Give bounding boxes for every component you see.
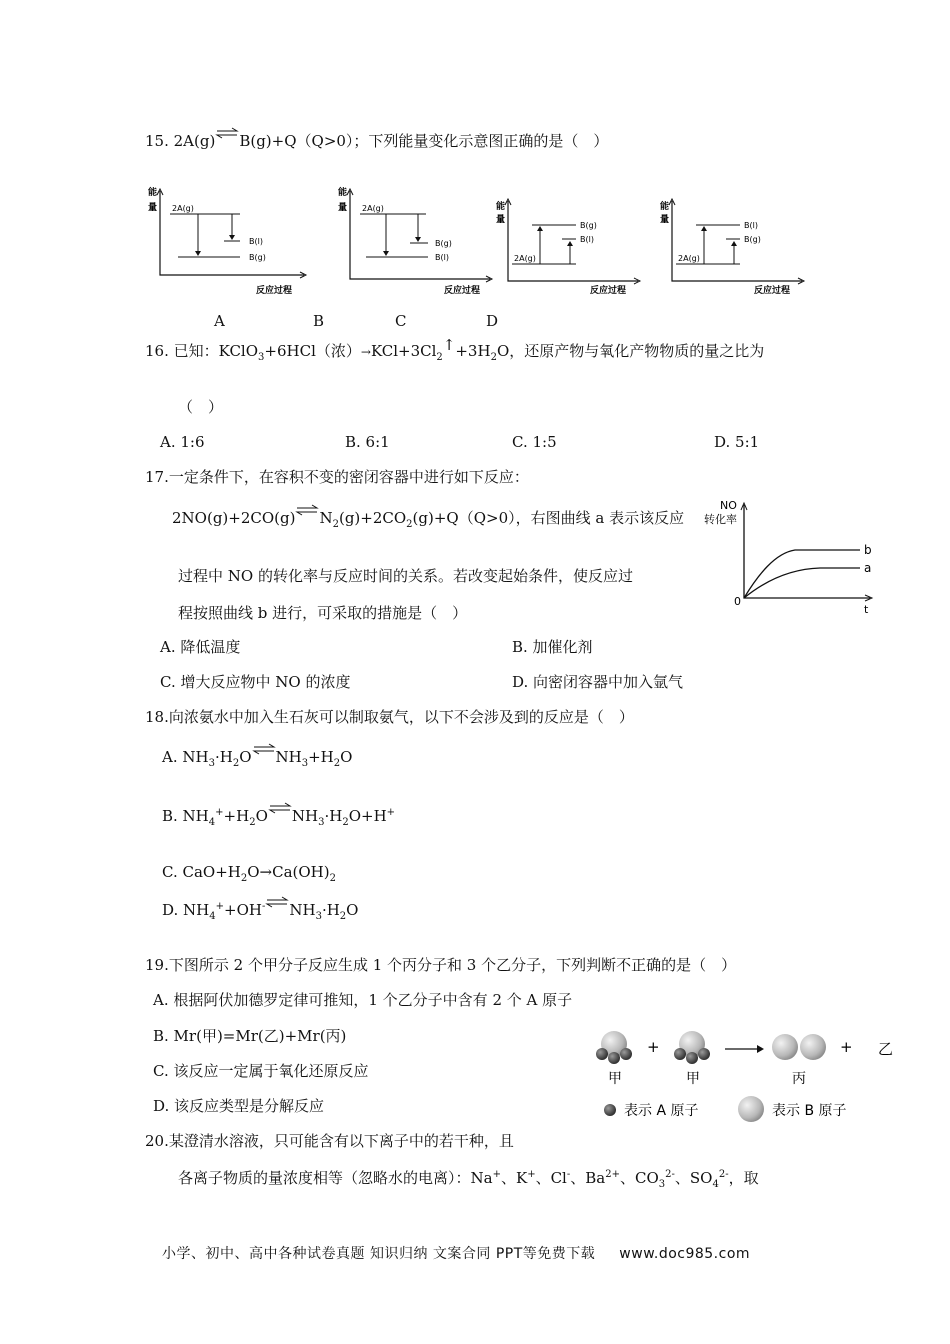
svg-text:甲: 甲	[686, 1071, 700, 1087]
q17-option-a: A. 降低温度	[160, 638, 241, 656]
svg-text:反应过程: 反应过程	[256, 286, 293, 296]
q17-option-d: D. 向密闭容器中加入氩气	[512, 673, 684, 691]
svg-text:反应过程: 反应过程	[444, 286, 481, 296]
reversible-arrow-icon	[252, 751, 276, 765]
svg-text:能: 能	[148, 188, 158, 198]
q17-conversion-graph	[700, 495, 880, 620]
q15-energy-diagrams	[144, 183, 824, 298]
atom-a-legend-icon	[604, 1104, 616, 1116]
gas-up-arrow-icon: ↑	[442, 336, 456, 354]
diagram-b	[338, 186, 492, 296]
svg-text:2A(g): 2A(g)	[172, 204, 194, 213]
reversible-arrow-icon	[268, 810, 292, 824]
q16-stem: 16. 已知：KClO$_3$+6HCl（浓）$\to KCl+3Cl_2↑+3H_2O$，还原产物与氧化产物物质的量之比为	[145, 336, 765, 363]
svg-text:+: +	[647, 1038, 660, 1056]
svg-text:乙: 乙	[878, 1040, 894, 1058]
q19-molecule-figure	[592, 1028, 902, 1123]
molecule-jia-1	[596, 1031, 632, 1064]
reversible-arrow-icon	[265, 904, 289, 918]
svg-text:能: 能	[338, 188, 348, 198]
svg-text:量: 量	[148, 203, 158, 213]
atom-b-legend-icon	[738, 1096, 764, 1122]
svg-text:2A(g): 2A(g)	[362, 204, 384, 213]
diagram-c	[496, 199, 640, 296]
q20-line1: 20.某澄清水溶液，只可能含有以下离子中的若干种，且	[145, 1132, 514, 1150]
q18-option-c: C. $CaO+H_2O\to Ca(OH)_2$	[162, 863, 336, 884]
svg-text:B(l): B(l)	[744, 221, 758, 230]
svg-text:转化率: 转化率	[704, 513, 737, 526]
q16-option-c: C. 1:5	[512, 433, 557, 451]
footer-text: 小学、初中、高中各种试卷真题 知识归纳 文案合同 PPT等免费下载	[162, 1246, 596, 1262]
svg-text:量: 量	[496, 215, 506, 225]
svg-text:b: b	[864, 543, 872, 557]
q19-option-a: A. 根据阿伏加德罗定律可推知，1 个乙分子中含有 2 个 A 原子	[153, 991, 573, 1009]
footer-link[interactable]: www.doc985.com	[619, 1246, 751, 1262]
svg-text:能: 能	[660, 202, 670, 212]
q17-equation: 2NO(g)+2CO(g) $N_2(g)+2CO_2(g)+Q(Q>0)$，右图曲线 a 表示该反应	[172, 508, 684, 528]
q20-line2: 各离子物质的量浓度相等（忽略水的电离）：Na+、K+、Cl-、$Ba^{2+}$、$CO_3^{2-}$、$SO_4^{2-}$，取	[178, 1169, 759, 1190]
reversible-arrow-icon	[295, 512, 319, 526]
q15-stem: 15. 2A(g) B(g)+Q（Q>0）；下列能量变化示意图正确的是（ ）	[145, 131, 608, 151]
curve-b-line	[744, 550, 860, 598]
svg-text:反应过程: 反应过程	[754, 286, 791, 296]
q16-option-d: D. 5:1	[714, 433, 760, 451]
svg-text:B(g): B(g)	[435, 239, 452, 248]
q19-stem: 19.下图所示 2 个甲分子反应生成 1 个丙分子和 3 个乙分子，下列判断不正确的是（ ）	[145, 956, 737, 974]
reversible-arrow-icon	[215, 135, 239, 149]
arrow-right-icon: →	[360, 345, 371, 359]
svg-text:表示 A 原子: 表示 A 原子	[624, 1103, 699, 1119]
q15-option-c: C	[395, 312, 407, 330]
svg-text:B(l): B(l)	[435, 253, 449, 262]
svg-text:B(l): B(l)	[580, 235, 594, 244]
q17-option-c: C. 增大反应物中 NO 的浓度	[160, 673, 351, 691]
q18-option-a: A. $NH_3\cdot H_2O$ $NH_3+H_2O$	[162, 747, 352, 767]
q18-option-b: B. $NH_4^++H_2O$ $NH_3\cdot H_2O+H^+$	[162, 806, 395, 826]
page-footer	[162, 1243, 750, 1263]
svg-text:B(l): B(l)	[249, 237, 263, 246]
svg-text:B(g): B(g)	[580, 221, 597, 230]
svg-text:量: 量	[660, 215, 670, 225]
q19-option-d: D. 该反应类型是分解反应	[153, 1097, 325, 1115]
molecule-jia-2	[674, 1031, 710, 1064]
svg-text:反应过程: 反应过程	[590, 286, 627, 296]
svg-text:丙: 丙	[792, 1071, 806, 1087]
q15-option-b: B	[313, 312, 325, 330]
molecule-bing	[772, 1034, 826, 1060]
q17-stem: 17.一定条件下，在容积不变的密闭容器中进行如下反应：	[145, 468, 529, 486]
svg-text:0: 0	[734, 595, 741, 608]
svg-text:t: t	[864, 603, 869, 616]
q15-option-d: D	[486, 312, 499, 330]
arrow-right-icon	[757, 1045, 764, 1053]
q16-option-a: A. 1:6	[160, 433, 205, 451]
q18-option-d: D. $NH_4^++OH^-$ $NH_3\cdot H_2O$	[162, 900, 358, 920]
q17-line3: 过程中 NO 的转化率与反应时间的关系。若改变起始条件，使反应过	[178, 567, 633, 585]
svg-text:NO: NO	[720, 499, 737, 512]
svg-text:+: +	[840, 1038, 853, 1056]
q19-option-c: C. 该反应一定属于氧化还原反应	[153, 1062, 369, 1080]
svg-text:甲: 甲	[608, 1071, 622, 1087]
q17-line4: 程按照曲线 b 进行，可采取的措施是（ ）	[178, 604, 468, 622]
svg-text:量: 量	[338, 203, 348, 213]
diagram-d	[660, 199, 804, 296]
q18-stem: 18.向浓氨水中加入生石灰可以制取氨气，以下不会涉及到的反应是（ ）	[145, 708, 634, 726]
svg-text:a: a	[864, 561, 872, 575]
svg-text:能: 能	[496, 202, 506, 212]
q15-option-a: A	[214, 312, 225, 330]
diagram-a	[148, 186, 306, 296]
q16-option-b: B. 6:1	[345, 433, 390, 451]
svg-text:2A(g): 2A(g)	[514, 254, 536, 263]
svg-text:B(g): B(g)	[249, 253, 266, 262]
q16-blank: （ ）	[178, 398, 224, 416]
q17-option-b: B. 加催化剂	[512, 638, 593, 656]
svg-text:B(g): B(g)	[744, 235, 761, 244]
svg-text:表示 B 原子: 表示 B 原子	[772, 1103, 847, 1119]
svg-text:2A(g): 2A(g)	[678, 254, 700, 263]
q19-option-b: B. Mr(甲)=Mr(乙)+Mr(丙)	[153, 1027, 347, 1045]
